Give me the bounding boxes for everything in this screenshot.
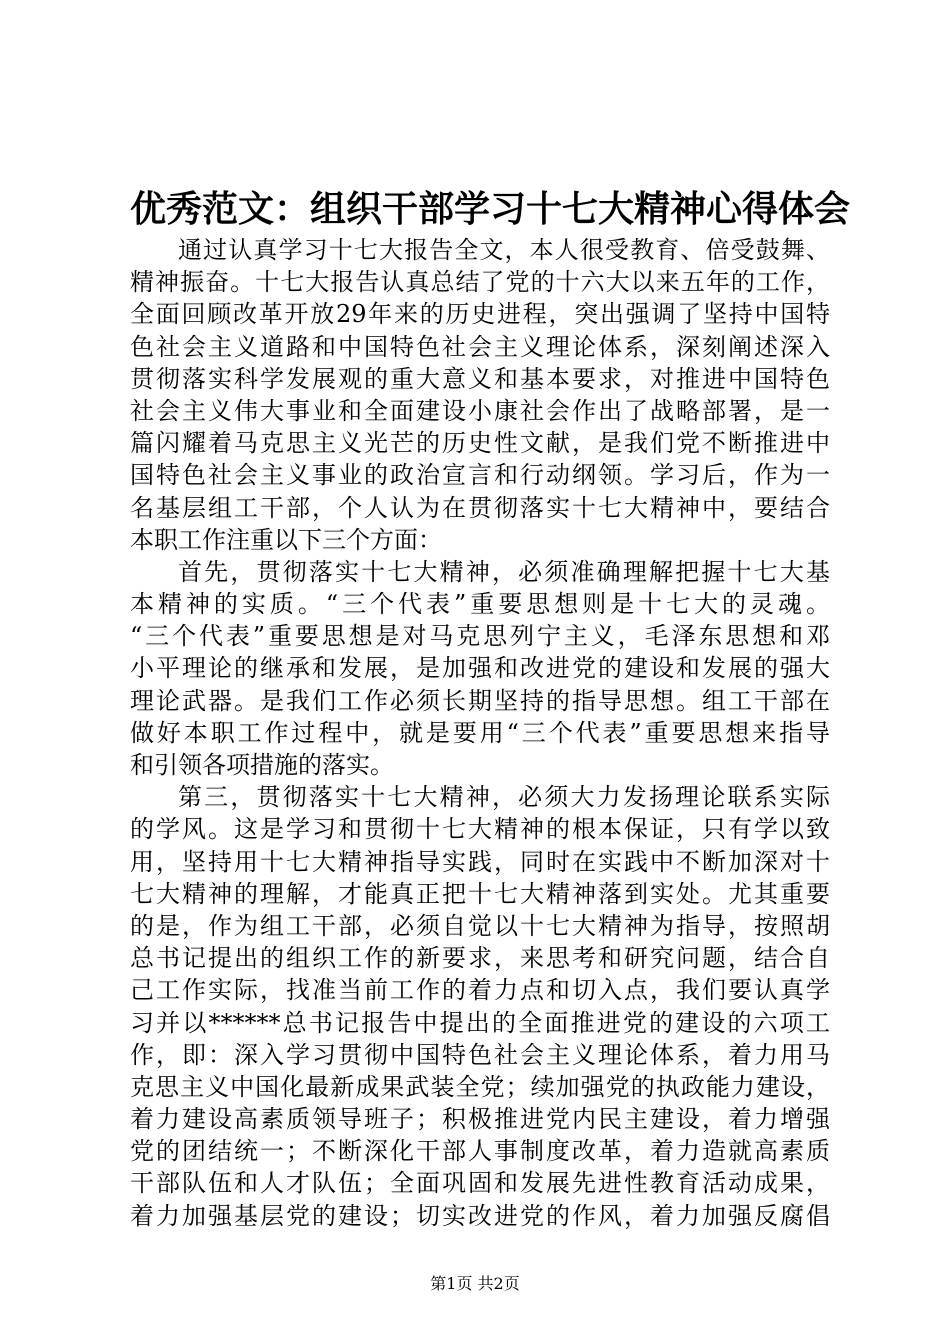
text-line: 己工作实际，找准当前工作的着力点和切入点，我们要认真学 <box>130 976 830 1005</box>
text-line: 精神振奋。十七大报告认真总结了党的十六大以来五年的工作， <box>130 268 830 297</box>
document-body <box>130 234 830 1232</box>
text-line: 党的团结统一；不断深化干部人事制度改革，着力造就高素质 <box>130 1137 830 1166</box>
paragraph <box>130 556 830 781</box>
text-line: 着力加强基层党的建设；切实改进党的作风，着力加强反腐倡 <box>130 1201 830 1230</box>
text-line: 社会主义伟大事业和全面建设小康社会作出了战略部署，是一 <box>130 396 830 425</box>
text-line: 作，即：深入学习贯彻中国特色社会主义理论体系，着力用马 <box>130 1040 830 1069</box>
text-line: 克思主义中国化最新成果武装全党；续加强党的执政能力建设， <box>130 1072 830 1101</box>
text-line: 用，坚持用十七大精神指导实践，同时在实践中不断加深对十 <box>130 847 830 876</box>
text-line: 本精神的实质。“三个代表”重要思想则是十七大的灵魂。 <box>130 590 830 619</box>
text-line: 篇闪耀着马克思主义光芒的历史性文献，是我们党不断推进中 <box>130 429 830 458</box>
text-line: 名基层组工干部，个人认为在贯彻落实十七大精神中，要结合 <box>130 493 830 522</box>
text-line: 本职工作注重以下三个方面： <box>130 525 442 554</box>
text-line: 色社会主义道路和中国特色社会主义理论体系，深刻阐述深入 <box>130 332 830 361</box>
text-line: 习并以******总书记报告中提出的全面推进党的建设的六项工 <box>130 1008 830 1037</box>
text-line: 全面回顾改革开放29年来的历史进程，突出强调了坚持中国特 <box>130 300 830 329</box>
text-line: 小平理论的继承和发展，是加强和改进党的建设和发展的强大 <box>130 654 830 683</box>
text-line: “三个代表”重要思想是对马克思列宁主义，毛泽东思想和邓 <box>130 622 830 651</box>
text-line: 第三，贯彻落实十七大精神，必须大力发扬理论联系实际 <box>178 783 830 812</box>
text-line: 的是，作为组工干部，必须自觉以十七大精神为指导，按照胡 <box>130 911 830 940</box>
paragraph <box>130 781 830 1232</box>
text-line: 的学风。这是学习和贯彻十七大精神的根本保证，只有学以致 <box>130 815 830 844</box>
text-line: 理论武器。是我们工作必须长期坚持的指导思想。组工干部在 <box>130 686 830 715</box>
text-line: 做好本职工作过程中，就是要用“三个代表”重要思想来指导 <box>130 718 830 747</box>
text-line: 七大精神的理解，才能真正把十七大精神落到实处。尤其重要 <box>130 879 830 908</box>
document-title: 优秀范文：组织干部学习十七大精神心得体会 <box>130 188 851 230</box>
text-line: 干部队伍和人才队伍；全面巩固和发展先进性教育活动成果， <box>130 1169 830 1198</box>
text-line: 贯彻落实科学发展观的重大意义和基本要求，对推进中国特色 <box>130 364 830 393</box>
text-line: 首先，贯彻落实十七大精神，必须准确理解把握十七大基 <box>178 557 830 586</box>
paragraph <box>130 234 830 556</box>
text-line: 通过认真学习十七大报告全文，本人很受教育、倍受鼓舞、 <box>178 236 830 264</box>
text-line: 着力建设高素质领导班子；积极推进党内民主建设，着力增强 <box>130 1105 830 1134</box>
text-line: 总书记提出的组织工作的新要求，来思考和研究问题，结合自 <box>130 944 830 973</box>
text-line: 和引领各项措施的落实。 <box>130 751 394 779</box>
page-footer: 第1页 共2页 <box>430 1274 520 1293</box>
text-line: 国特色社会主义事业的政治宣言和行动纲领。学习后，作为一 <box>130 461 830 490</box>
